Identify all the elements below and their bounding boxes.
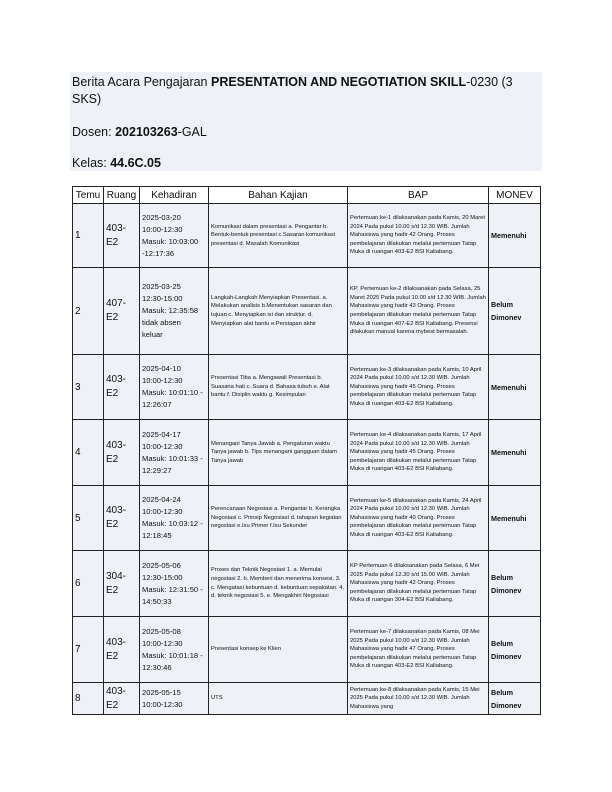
room-cell: 403-E2 xyxy=(104,617,140,683)
room-cell: 403-E2 xyxy=(104,355,140,420)
attendance-cell xyxy=(140,683,209,715)
bap-cell: KP. Pertemuan ke-2 dilaksanakan pada Selasa, 25 Maret 2025 Pada pukul 10.00 s/d 12.30 WIB. Jumlah Mahasiswa yang hadir 43 Orang. Proses pembelajaran dilakukan melalui pertemuan Tatap Muka di ruangan 407-E2 BSI Kaliabang. Presensi dilakukan manual karena mybest bermasalah. xyxy=(348,268,489,355)
course-name: PRESENTATION AND NEGOTIATION SKILL xyxy=(210,75,467,89)
meeting-number: 2 xyxy=(73,268,104,355)
room-cell: 407-E2 xyxy=(104,268,140,355)
monev-status: Belum Dimonev xyxy=(489,268,541,355)
attendance-date: 2025-05-08 xyxy=(142,626,181,636)
table-row xyxy=(73,204,541,268)
attendance-check-out: 12:18:45 xyxy=(142,531,172,540)
class-code: 44.6C.05 xyxy=(110,156,161,170)
meeting-number: 8 xyxy=(73,683,104,715)
meeting-number: 5 xyxy=(73,486,104,551)
table-row xyxy=(73,486,541,551)
monev-status: Memenuhi xyxy=(489,204,541,268)
attendance-date: 2025-05-06 xyxy=(142,560,181,570)
column-header-monev: MONEV xyxy=(489,187,541,204)
attendance-table xyxy=(72,186,541,715)
lecturer-label: Dosen: xyxy=(72,125,116,139)
bap-cell: Pertemuan ke-4 dilaksanakan pada Kamis, 17 April 2024 Pada pukul 10.00 s/d 12.30 WIB. Jumlah Mahasiswa yang hadir 45 Orang. Proses pembelajaran dilakukan melalui pertemuan Tatap Muka di ruangan 403-E2 BSI Kaliabang. xyxy=(348,420,489,486)
attendance-check-out: tidak absen xyxy=(142,318,181,327)
monev-status: Memenuhi xyxy=(489,355,541,420)
attendance-check-out: 12:29:27 xyxy=(142,465,172,475)
lecturer-initials: -GAL xyxy=(177,125,207,139)
monev-status: Belum Dimonev xyxy=(489,617,541,683)
room-cell: 304-E2 xyxy=(104,551,140,617)
column-header-ruang: Ruang xyxy=(104,187,140,204)
course-code-sks: -0230 (3 SKS) xyxy=(72,75,513,106)
attendance-check-in: Masuk: 10:03:00 xyxy=(142,236,199,246)
attendance-cell xyxy=(140,420,209,486)
attendance-check-in: Masuk: 12:31:50 - xyxy=(142,584,203,594)
attendance-cell xyxy=(140,617,209,683)
topic-cell: Komunikasi dalam presentasi a. Pengantar b. Bentuk-bentuk presentasi c.Sasaran komunikasi presentasi d. Masalah Komunikasi xyxy=(209,204,348,268)
attendance-note: keluar xyxy=(142,330,163,339)
attendance-time-slot: 12:30-15:00 xyxy=(142,294,183,303)
attendance-cell xyxy=(140,355,209,420)
attendance-check-in: Masuk: 10:01:33 - xyxy=(142,453,203,463)
topic-cell: Presentasi konsep ke Klien xyxy=(209,617,348,683)
attendance-time-slot: 12:30-15:00 xyxy=(142,572,183,582)
attendance-date: 2025-03-25 xyxy=(142,282,181,291)
topic-cell: UTS xyxy=(209,683,348,715)
topic-cell: Langkah-Langkah Menyiapkan Presentasi. a. Melakukan analisis b.Menentukan sasaran dan tujuan c. Menyiapkan isi dan struktur. d. Menyiapkan alat bantu e.Persiapan akhir xyxy=(209,268,348,355)
column-header-bap: BAP xyxy=(348,187,489,204)
attendance-time-slot: 10:00-12:30 xyxy=(142,507,183,516)
column-header-kehadiran: Kehadiran xyxy=(140,187,209,204)
room-cell: 403-E2 xyxy=(104,683,140,715)
column-header-temu: Temu xyxy=(73,187,104,204)
class-label: Kelas: xyxy=(72,156,111,170)
attendance-date: 2025-04-17 xyxy=(142,429,181,439)
column-header-bahan-kajian: Bahan Kajian xyxy=(209,187,348,204)
room-cell: 403-E2 xyxy=(104,486,140,551)
monev-status: Memenuhi xyxy=(489,420,541,486)
attendance-check-out: 12:30:46 xyxy=(142,662,172,672)
meeting-number: 6 xyxy=(73,551,104,617)
bap-cell: Pertemuan ke-7 dilaksanakan pada Kamis, 08 Mei 2025 Pada pukul 10.00 s/d 12.30 WIB. Jumlah Mahasiswa yang hadir 47 Orang. Proses pembelajaran dilakukan melalui pertemuan Tatap Muka di ruangan 403-E2 BSI Kaliabang. xyxy=(348,617,489,683)
room-cell: 403-E2 xyxy=(104,204,140,268)
attendance-time-slot: 10:00-12:30 xyxy=(142,224,183,234)
meeting-number: 3 xyxy=(73,355,104,420)
attendance-check-in: Masuk: 10:01:18 - xyxy=(142,650,203,660)
bap-cell: Pertemuan ke-5 dilaksanakan pada Kamis, 24 April 2024 Pada pukul 10.00 s/d 12.30 WIB. Jumlah Mahasiswa yang hadir 40 Orang. Proses pembelajaran dilakukan melalui pertemuan Tatap Muka di ruangan 403-E2 BSI Kaliabang. xyxy=(348,486,489,551)
attendance-check-out: -12:17:36 xyxy=(142,248,175,258)
topic-cell: Perencanaan Negosiasi a. Pengantar b. Kerangka Negosiasi c. Prinsip Negosiasi d. tahapan kegiatan negosiasi e.Isu Primer f.Isu Sekunder xyxy=(209,486,348,551)
table-row xyxy=(73,683,541,715)
table-header-row xyxy=(73,187,541,204)
lecturer-line xyxy=(72,124,207,141)
attendance-date: 2025-04-24 xyxy=(142,495,181,504)
page-title xyxy=(72,74,537,108)
room-cell: 403-E2 xyxy=(104,420,140,486)
attendance-time-slot: 10:00-12:30 xyxy=(142,376,183,385)
lecturer-code: 202103263 xyxy=(115,125,178,139)
attendance-check-out: 14:50:33 xyxy=(142,596,172,606)
monev-status: Belum Dimonev xyxy=(489,551,541,617)
meeting-number: 4 xyxy=(73,420,104,486)
bap-cell: Pertemuan ke-1 dilaksanakan pada Kamis, 20 Maret 2024 Pada pukul 10.00 s/d 12.30 WIB. Jumlah Mahasiswa yang hadir 42 Orang. Proses pembelajaran dilakukan melalui pertemuan Tatap Muka di ruangan 403-E2 BSI Kaliabang. xyxy=(348,204,489,268)
attendance-cell xyxy=(140,268,209,355)
attendance-date: 2025-03-20 xyxy=(142,212,181,222)
meeting-number: 7 xyxy=(73,617,104,683)
attendance-cell xyxy=(140,551,209,617)
report-header xyxy=(70,72,542,171)
attendance-time-slot: 10:00-12:30 xyxy=(142,638,183,648)
bap-cell: Pertemuan ke-3 dilaksanakan pada Kamis, 10 April 2024 Pada pukul 10.00 s/d 12.30 WIB. Jumlah Mahasiswa yang hadir 45 Orang. Proses pembelajaran dilakukan melalui pertemuan Tatap Muka di ruangan 403-E2 BSI Kaliabang. xyxy=(348,355,489,420)
monev-status: Memenuhi xyxy=(489,486,541,551)
title-prefix: Berita Acara Pengajaran xyxy=(72,75,211,89)
attendance-check-out: 12:26:07 xyxy=(142,400,172,409)
attendance-date: 2025-05-15 xyxy=(142,687,181,697)
attendance-check-in: Masuk: 10:03:12 - xyxy=(142,519,203,528)
table-row xyxy=(73,617,541,683)
bap-cell: KP Pertemuan 6 dilaksanakan pada Selasa, 6 Mei 2025 Pada pukul 12.30 s/d 15.00 WIB. Jumlah Mahasiswa yang hadir 42 Orang. Proses pembelajaran dilakukan melalui pertemuan Tatap Muka di ruangan 304-E2 BSI Kaliabang. xyxy=(348,551,489,617)
attendance-cell xyxy=(140,204,209,268)
meeting-number: 1 xyxy=(73,204,104,268)
attendance-check-in: Masuk: 10:01:10 - xyxy=(142,388,203,397)
table-row xyxy=(73,268,541,355)
attendance-cell xyxy=(140,486,209,551)
topic-cell: Menangani Tanya Jawab a. Pengaturan waktu Tanya jawab b. Tips menangani gangguan dalam Tanya jawab xyxy=(209,420,348,486)
table-row xyxy=(73,420,541,486)
table-row xyxy=(73,551,541,617)
monev-status: Belum Dimonev xyxy=(489,683,541,715)
topic-cell: Presentasi Tiba a. Mengawali Presentasi b. Suasana hati c. Suara d. Bahasa tubuh e. Alat bantu f. Disiplin waktu g. Kesimpulan xyxy=(209,355,348,420)
table-row xyxy=(73,355,541,420)
attendance-check-in: Masuk: 12:35:58 xyxy=(142,306,199,315)
attendance-date: 2025-04-10 xyxy=(142,364,181,373)
attendance-time-slot: 10:00-12:30 xyxy=(142,699,183,709)
bap-cell: Pertemuan ke-8 dilaksanakan pada Kamis, 15 Mei 2025 Pada pukul 10.00 s/d 12.30 WIB. Jumlah Mahasiswa yang xyxy=(348,683,489,715)
attendance-time-slot: 10:00-12:30 xyxy=(142,441,183,451)
class-line xyxy=(72,155,161,172)
topic-cell: Proses dan Teknik Negosiasi 1. a. Memulai negosiasi 2. b. Memberi dan menerima konsesi. 3. c. Mengatasi kebuntuan d. kebuntuan sepakatan. 4. d. teknik negosiasi 5. e. Mengakhiri Negosiasi xyxy=(209,551,348,617)
